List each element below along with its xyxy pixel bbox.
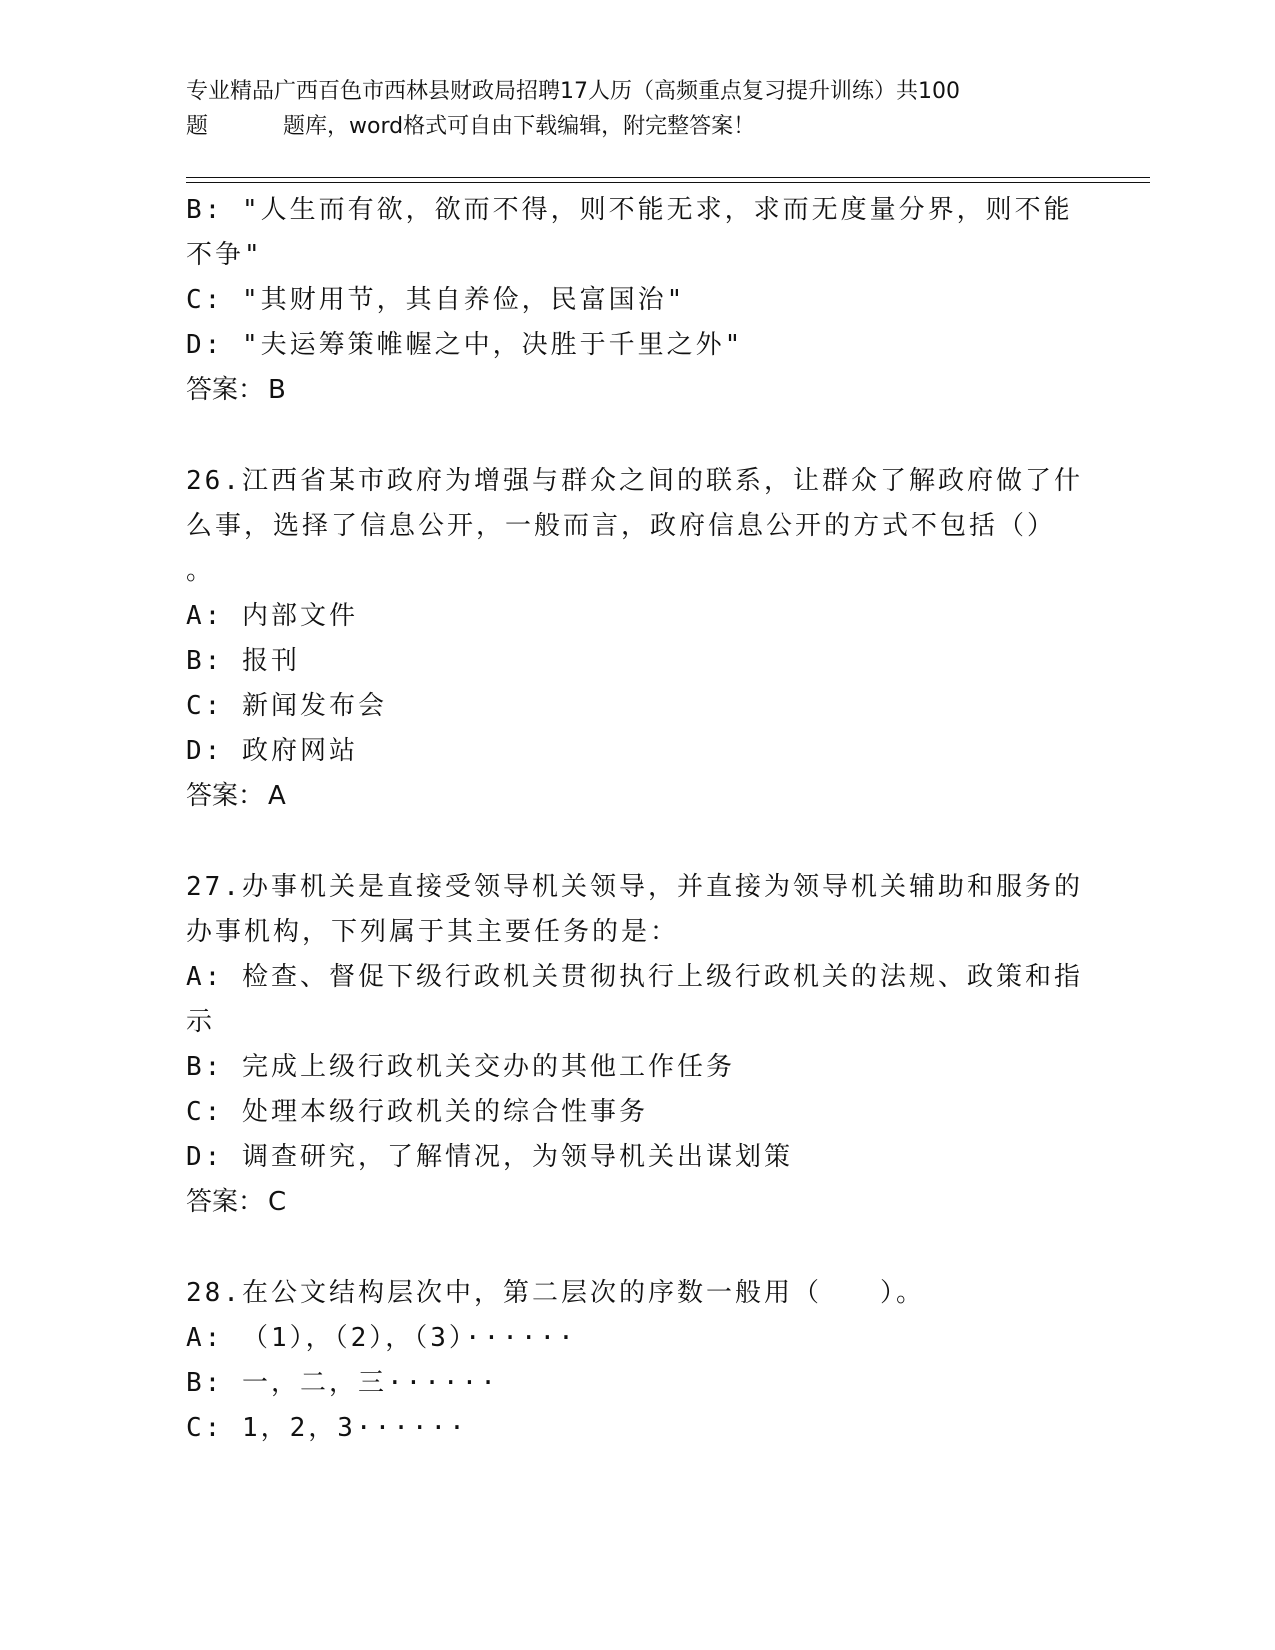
header-divider-bottom: [186, 182, 1150, 183]
q27-answer-value: C: [268, 1187, 287, 1217]
q26-option-c: C: 新闻发布会: [186, 691, 387, 721]
page-header: [186, 74, 1086, 144]
q27-stem-line1: 27.办事机关是直接受领导机关领导，并直接为领导机关辅助和服务的: [186, 872, 1083, 902]
q26-stem-line1: 26.江西省某市政府为增强与群众之间的联系，让群众了解政府做了什: [186, 466, 1083, 496]
q26-option-d: D: 政府网站: [186, 736, 358, 766]
q27-option-b: B: 完成上级行政机关交办的其他工作任务: [186, 1052, 735, 1082]
q25-answer-label: 答案：: [186, 375, 265, 405]
header-title-line2-left: 题: [186, 114, 209, 139]
q25-option-d: D: "夫运筹策帷幄之中，决胜于千里之外": [186, 330, 744, 360]
q27-answer: [186, 1180, 1066, 1225]
q26-stem-line3: 。: [186, 556, 216, 586]
q25-option-c: C: "其财用节，其自养俭，民富国治": [186, 285, 686, 315]
q25-option-b-line2: 不争": [186, 240, 263, 270]
q26-option-b: B: 报刊: [186, 646, 300, 676]
q26-answer-label: 答案：: [186, 781, 265, 811]
q26-option-a: A: 内部文件: [186, 601, 358, 631]
q28-option-a: A: （1），（2），（3）······: [186, 1323, 577, 1353]
q26-answer: [186, 774, 1066, 819]
q27-answer-label: 答案：: [186, 1187, 265, 1217]
q27-option-a-line2: 示: [186, 1007, 216, 1037]
q28-stem-line1: 28.在公文结构层次中，第二层次的序数一般用（ ）。: [186, 1278, 925, 1308]
q27-option-a-line1: A: 检查、督促下级行政机关贯彻执行上级行政机关的法规、政策和指: [186, 962, 1083, 992]
q27-option-d: D: 调查研究，了解情况，为领导机关出谋划策: [186, 1142, 793, 1172]
q26-answer-value: A: [268, 781, 286, 811]
header-title-line2-right: 题库，word格式可自由下载编辑，附完整答案！: [283, 114, 756, 139]
question-content: [186, 188, 1083, 1451]
q26-stem-line2: 么事，选择了信息公开，一般而言，政府信息公开的方式不包括（）: [186, 511, 1057, 541]
q28-option-b: B: 一，二，三······: [186, 1368, 499, 1398]
header-title-line2: [186, 109, 1086, 144]
header-divider-top: [186, 177, 1150, 178]
q25-option-b-line1: B: "人生而有欲，欲而不得，则不能无求，求而无度量分界，则不能: [186, 195, 1073, 225]
q28-option-c: C: 1，2，3······: [186, 1413, 468, 1443]
q27-option-c: C: 处理本级行政机关的综合性事务: [186, 1097, 648, 1127]
q25-answer-value: B: [268, 375, 286, 405]
q27-stem-line2: 办事机构，下列属于其主要任务的是：: [186, 917, 680, 947]
q25-answer: [186, 368, 1066, 413]
header-title-line1: 专业精品广西百色市西林县财政局招聘17人历（高频重点复习提升训练）共100: [186, 79, 960, 104]
